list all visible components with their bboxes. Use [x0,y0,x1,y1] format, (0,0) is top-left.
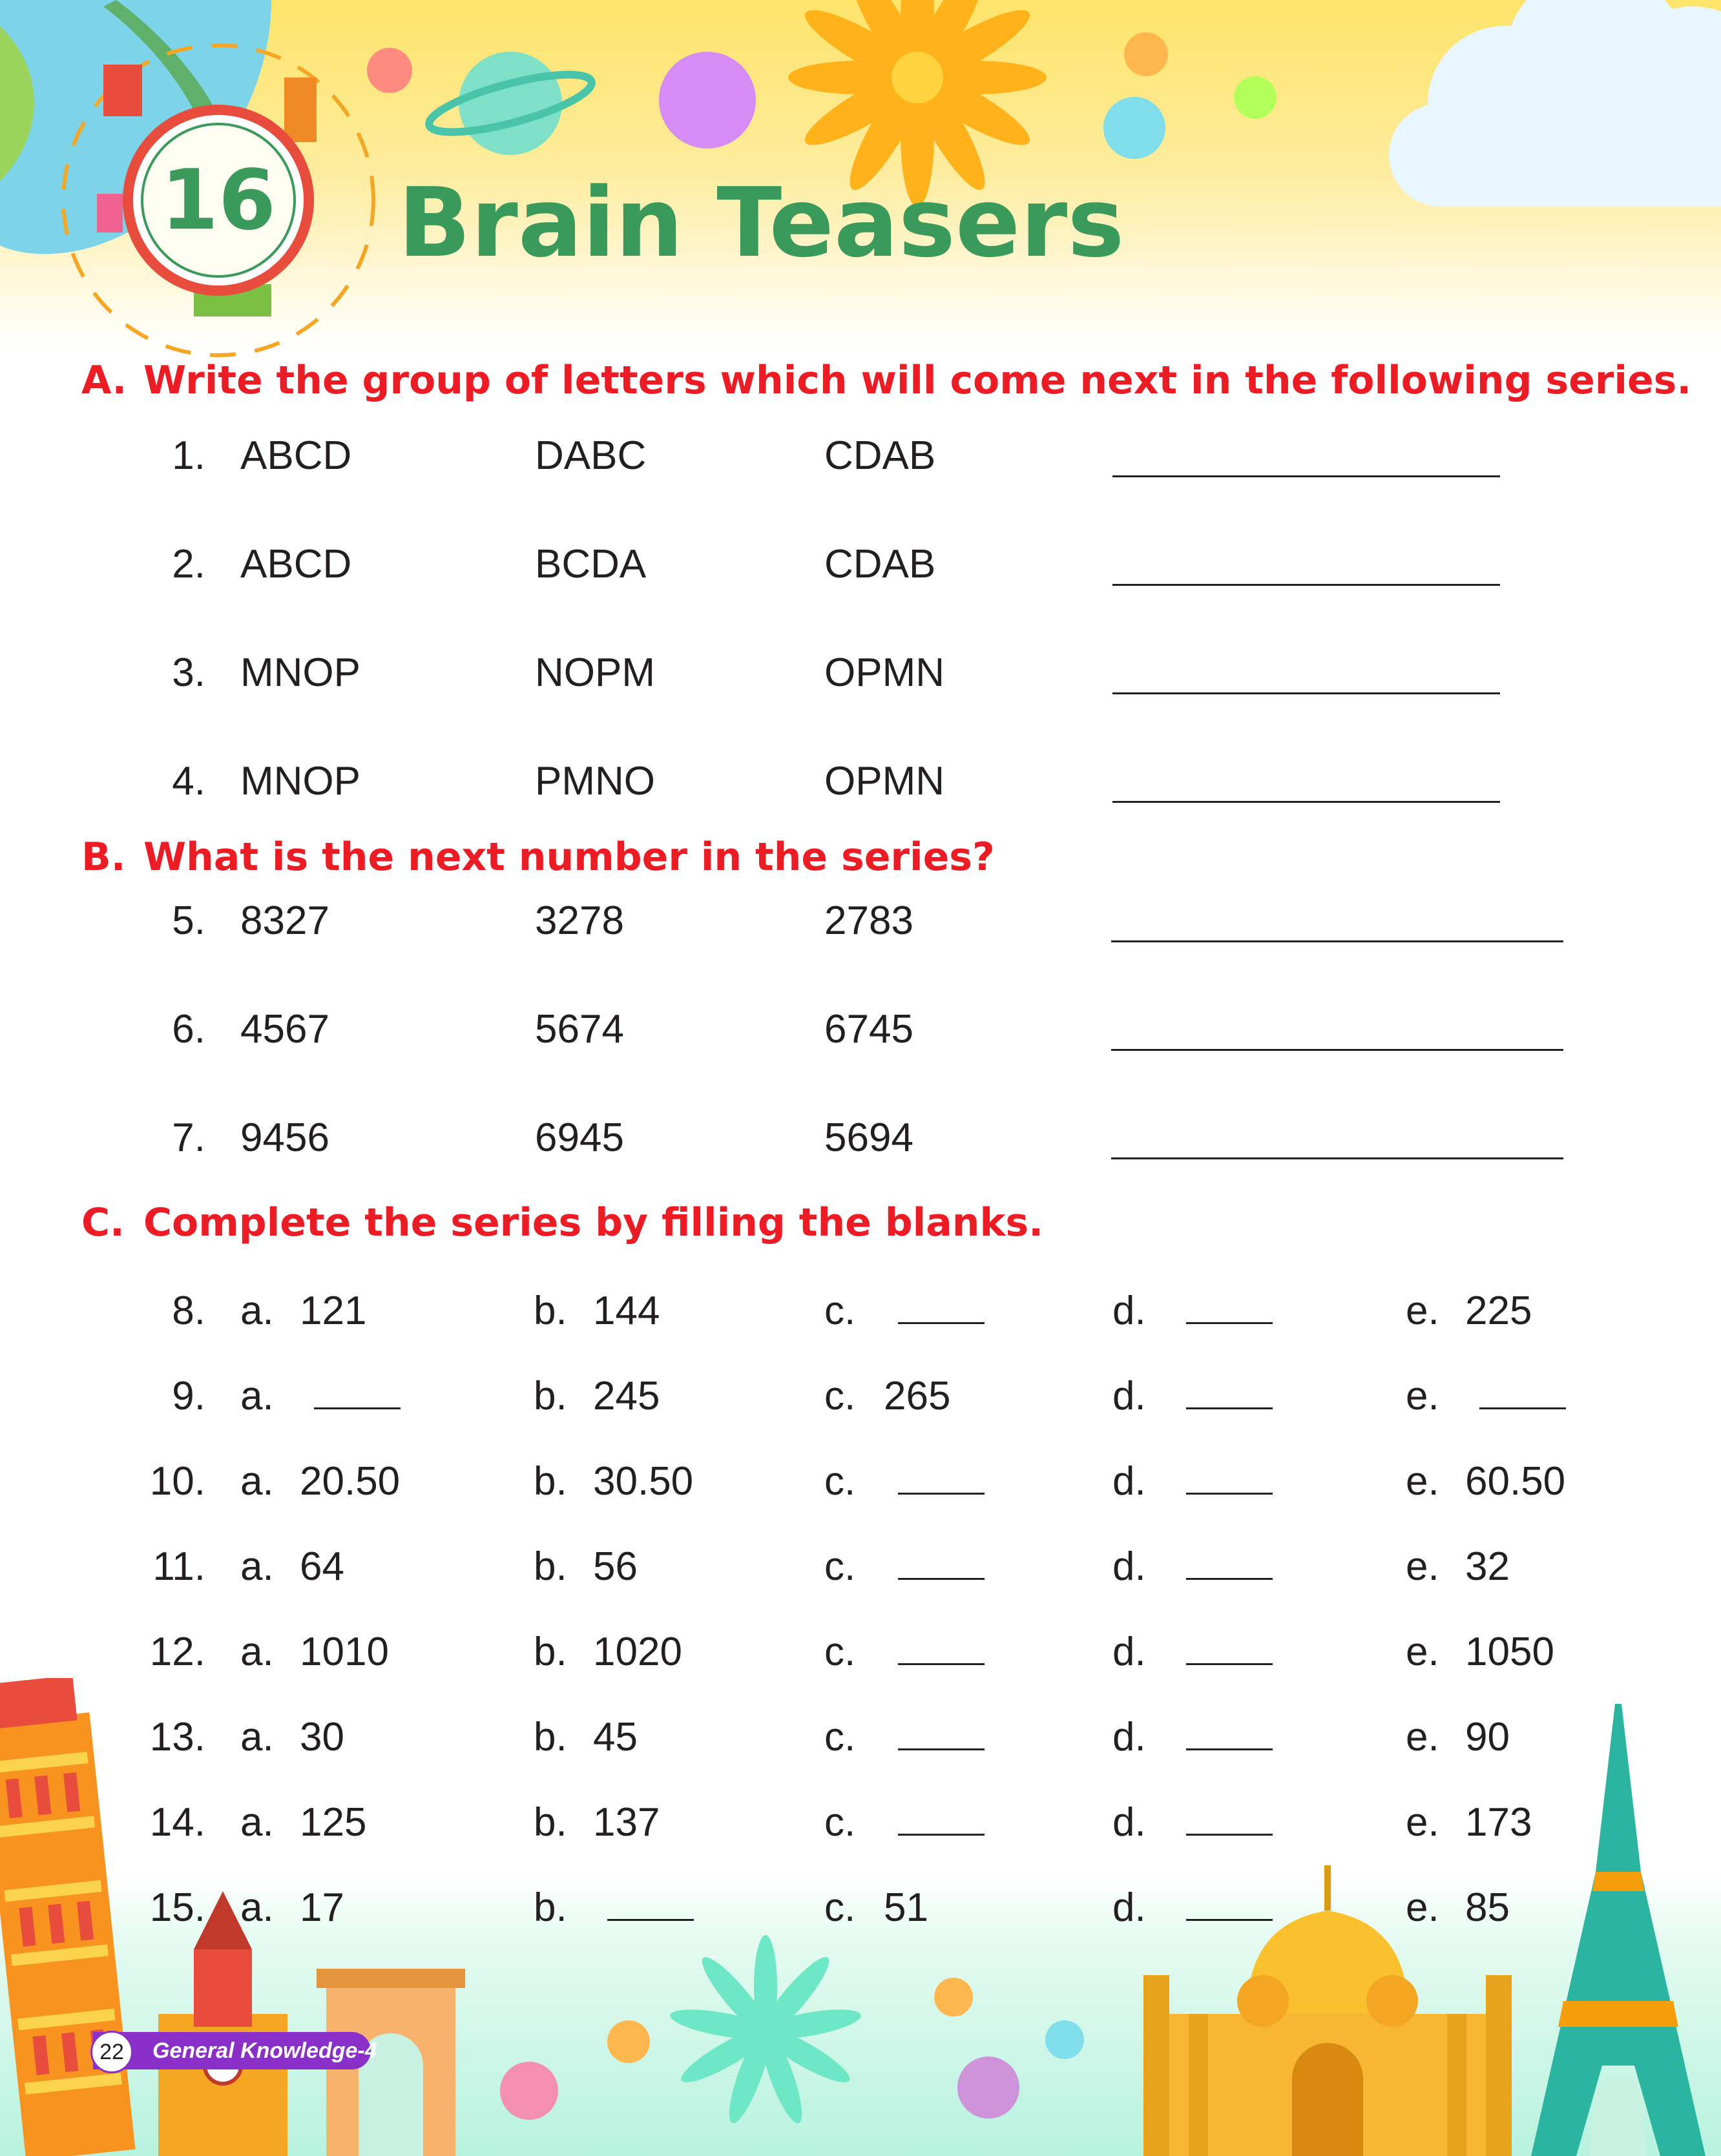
option-letter: d. [1112,1630,1146,1674]
decorative-dot [607,2020,650,2063]
question-row [0,1456,1721,1508]
decorative-dot [1103,97,1165,159]
series-cell [824,1285,985,1337]
decorative-dot [1234,76,1277,119]
section-c-instruction: Complete the series by filling the blanks. [143,1200,1043,1245]
option-letter: d. [1112,1459,1146,1504]
question-number: 3. [172,650,205,695]
series-term: 4567 [240,1007,329,1052]
option-letter: c. [824,1459,856,1504]
question-number: 7. [172,1115,205,1160]
series-value: 90 [1465,1715,1510,1759]
chapter-number: 16 [160,152,276,249]
answer-line[interactable] [1112,801,1500,803]
answer-blank[interactable] [1186,1286,1273,1324]
section-a-heading [81,358,1692,403]
question-number: 9. [172,1374,205,1418]
question-row [0,1112,1721,1164]
option-letter: e. [1406,1374,1439,1418]
series-cell [1112,1371,1273,1422]
question-number: 2. [172,542,205,586]
answer-blank[interactable] [314,1371,401,1409]
series-value: 85 [1465,1885,1510,1930]
option-letter: d. [1112,1374,1146,1418]
question-row [0,1371,1721,1422]
question-number: 11. [152,1544,205,1589]
question-number: 14. [149,1800,205,1845]
answer-line[interactable] [1112,692,1500,694]
answer-blank[interactable] [898,1627,985,1665]
series-cell [240,1285,366,1337]
series-term: CDAB [824,542,936,586]
series-value: 1010 [300,1630,389,1674]
series-cell [534,1285,660,1337]
answer-line[interactable] [1111,940,1563,942]
question-row [0,539,1721,590]
series-value: 20.50 [300,1459,401,1504]
option-letter: d. [1112,1715,1146,1759]
option-letter: c. [824,1885,856,1930]
series-value: 137 [593,1800,660,1845]
option-letter: b. [534,1459,567,1504]
option-letter: b. [534,1715,567,1759]
series-value: 30 [300,1715,344,1759]
series-cell [1406,1371,1566,1422]
series-term: 2783 [824,898,913,943]
answer-line[interactable] [1111,1157,1563,1159]
section-a-instruction: Write the group of letters which will come next in the following series. [143,358,1692,403]
answer-blank[interactable] [1186,1456,1273,1495]
question-row [0,1285,1721,1337]
series-value: 1050 [1465,1630,1554,1674]
option-letter: c. [824,1715,856,1759]
series-term: 8327 [240,898,329,943]
option-letter: a. [240,1289,274,1333]
question-number: 1. [172,433,205,478]
question-number: 8. [172,1289,205,1333]
series-term: 3278 [535,898,624,943]
option-letter: c. [824,1374,856,1418]
option-letter: a. [240,1800,274,1845]
option-letter: d. [1112,1885,1146,1930]
decorative-dot [1045,2020,1084,2059]
series-cell [534,1541,638,1593]
series-term: MNOP [240,759,360,803]
section-c-heading [81,1200,1043,1245]
answer-blank[interactable] [1186,1371,1273,1409]
section-b-letter: B. [81,834,126,880]
option-letter: d. [1112,1800,1146,1845]
option-letter: e. [1406,1289,1439,1333]
series-value: 32 [1465,1544,1510,1589]
question-number: 4. [172,759,205,803]
series-cell [1112,1456,1273,1508]
option-letter: e. [1406,1800,1439,1845]
series-cell [1406,1541,1510,1593]
question-row [0,647,1721,699]
series-term: OPMN [824,650,944,695]
series-value: 45 [593,1715,638,1759]
option-letter: e. [1406,1459,1439,1504]
series-cell [1112,1626,1273,1678]
answer-blank[interactable] [898,1456,985,1495]
decorative-dot [367,48,412,93]
option-letter: b. [534,1800,567,1845]
series-value: 173 [1465,1800,1532,1845]
series-value: 64 [300,1544,344,1589]
question-number: 10. [149,1459,205,1504]
answer-blank[interactable] [898,1542,985,1580]
answer-line[interactable] [1111,1049,1563,1051]
series-cell [1406,1456,1565,1508]
option-letter: d. [1112,1544,1146,1589]
series-term: 6945 [535,1115,624,1160]
series-value: 144 [593,1289,660,1333]
section-b-heading [81,834,995,880]
series-term: DABC [535,433,647,478]
series-cell [824,1371,950,1422]
series-term: 5694 [824,1115,913,1160]
series-cell [1112,1541,1273,1593]
series-term: 5674 [535,1007,624,1052]
option-letter: d. [1112,1289,1146,1333]
option-letter: a. [240,1630,274,1674]
series-cell [240,1371,401,1422]
answer-blank[interactable] [1479,1371,1566,1409]
series-value: 30.50 [593,1459,694,1504]
option-letter: c. [824,1544,856,1589]
series-cell [1406,1626,1554,1678]
series-value: 225 [1465,1289,1532,1333]
series-value: 265 [884,1374,951,1418]
question-number: 13. [149,1715,205,1759]
question-row [0,1626,1721,1678]
question-row [0,1004,1721,1055]
series-value: 17 [300,1885,344,1930]
series-term: 6745 [824,1007,913,1052]
option-letter: e. [1406,1544,1439,1589]
series-value: 245 [593,1374,660,1418]
option-letter: a. [240,1459,274,1504]
series-term: CDAB [824,433,936,478]
question-number: 5. [172,898,205,943]
decorative-dot [1124,32,1168,76]
option-letter: b. [534,1630,567,1674]
answer-blank[interactable] [1186,1542,1273,1580]
series-cell [824,1626,985,1678]
series-term: ABCD [240,433,352,478]
question-number: 12. [149,1630,205,1674]
book-title: General Knowledge-4 [152,2038,377,2063]
answer-line[interactable] [1112,475,1500,477]
series-value: 125 [300,1800,367,1845]
question-row [0,756,1721,807]
option-letter: b. [534,1374,567,1418]
series-cell [534,1371,660,1422]
series-cell [534,1456,693,1508]
option-letter: a. [240,1374,274,1418]
series-cell [534,1626,682,1678]
series-value: 60.50 [1465,1459,1566,1504]
page-number: 22 [90,2031,133,2073]
page-title: Brain Teasers [398,167,1125,278]
option-letter: b. [534,1885,567,1930]
option-letter: a. [240,1544,274,1589]
footer-decoration [0,1678,1721,2156]
decorative-dot [500,2062,558,2120]
series-cell [1406,1285,1532,1337]
series-value: 56 [593,1544,638,1589]
series-term: ABCD [240,542,352,586]
option-letter: c. [824,1289,856,1333]
option-letter: e. [1406,1630,1439,1674]
option-letter: e. [1406,1715,1439,1759]
series-term: MNOP [240,650,360,695]
series-term: PMNO [535,759,655,803]
decorative-dot [934,1978,973,2016]
series-cell [1112,1285,1273,1337]
series-cell [824,1541,985,1593]
series-cell [240,1541,344,1593]
question-number: 6. [172,1007,205,1052]
answer-line[interactable] [1112,584,1500,586]
series-term: OPMN [824,759,944,803]
option-letter: c. [824,1800,856,1845]
section-c-letter: C. [81,1200,125,1245]
series-cell [240,1626,389,1678]
series-cell [824,1456,985,1508]
option-letter: c. [824,1630,856,1674]
option-letter: b. [534,1289,567,1333]
answer-blank[interactable] [1186,1627,1273,1665]
option-letter: a. [240,1715,274,1759]
series-value: 51 [884,1885,928,1930]
series-term: BCDA [535,542,647,586]
answer-blank[interactable] [898,1286,985,1324]
series-value: 121 [300,1289,367,1333]
option-letter: a. [240,1885,274,1930]
option-letter: e. [1406,1885,1439,1930]
series-term: NOPM [535,650,655,695]
section-a-letter: A. [81,358,127,403]
series-term: 9456 [240,1115,329,1160]
question-row [0,430,1721,482]
section-b-instruction: What is the next number in the series? [143,834,995,880]
decorative-dot [957,2057,1019,2119]
question-row [0,895,1721,947]
decorative-dot [659,52,756,149]
option-letter: b. [534,1544,567,1589]
series-cell [240,1456,400,1508]
question-row [0,1541,1721,1593]
series-value: 1020 [593,1630,682,1674]
question-number: 15. [149,1885,205,1930]
